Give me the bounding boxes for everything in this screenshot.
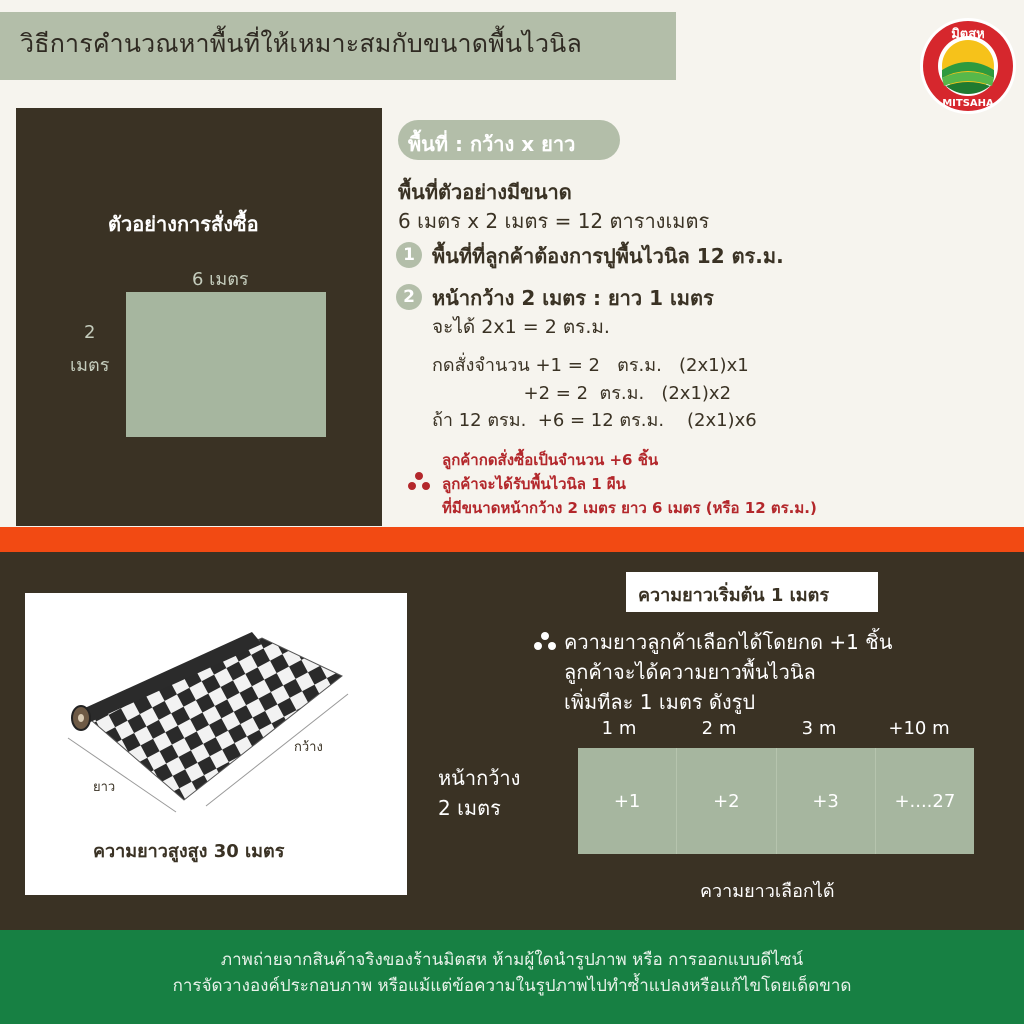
length-grid — [578, 748, 974, 854]
step-2-text: หน้ากว้าง 2 เมตร : ยาว 1 เมตร — [432, 286, 714, 310]
example-title: ตัวอย่างการสั่งซื้อ — [108, 212, 259, 236]
length-line-3: เพิ่มทีละ 1 เมตร ดังรูป — [564, 690, 756, 714]
length-grid-cell: +3 — [777, 748, 876, 854]
example-height-label-unit: เมตร — [70, 355, 110, 376]
length-line-2: ลูกค้าจะได้ความยาวพื้นไวนิล — [564, 660, 816, 684]
footer-line-2: การจัดวางองค์ประกอบภาพ หรือแม้แต่ข้อความในรูปภาพไปทำซ้ำแปลงหรือแก้ไขโดยเด็ดขาด — [172, 976, 852, 996]
formula-text: พื้นที่ : กว้าง x ยาว — [408, 132, 576, 156]
note-line-3: ที่มีขนาดหน้ากว้าง 2 เมตร ยาว 6 เมตร (หรือ 12 ตร.ม.) — [442, 499, 817, 517]
therefore-icon — [406, 470, 432, 492]
length-caption: ความยาวเลือกได้ — [700, 881, 835, 902]
note-line-2: ลูกค้าจะได้รับพื้นไวนิล 1 ผืน — [442, 475, 626, 493]
sample-title: พื้นที่ตัวอย่างมีขนาด — [398, 180, 572, 204]
roll-width-label: กว้าง — [294, 740, 323, 755]
length-grid-cell: +2 — [677, 748, 776, 854]
length-grid-cell: +....27 — [894, 790, 956, 812]
calc-line-1: กดสั่งจำนวน +1 = 2 ตร.ม. (2x1)x1 — [432, 355, 749, 376]
divider-band — [0, 527, 1024, 552]
length-column-header: 1 m — [601, 718, 637, 739]
footer-line-1: ภาพถ่ายจากสินค้าจริงของร้านมิตสห ห้ามผู้ใดนำรูปภาพ หรือ การออกแบบดีไซน์ — [220, 950, 804, 970]
length-column-header: +10 m — [888, 718, 950, 739]
page-title: วิธีการคำนวณหาพื้นที่ให้เหมาะสมกับขนาดพื้นไวนิล — [20, 29, 582, 58]
note-line-1: ลูกค้ากดสั่งซื้อเป็นจำนวน +6 ชิ้น — [442, 451, 659, 469]
length-line-1: ความยาวลูกค้าเลือกได้โดยกด +1 ชิ้น — [564, 630, 893, 654]
roll-length-label: ยาว — [93, 780, 116, 795]
svg-text:MITSAHA: MITSAHA — [942, 98, 994, 109]
step-1-number: 1 — [396, 242, 422, 268]
length-column-header: 3 m — [801, 718, 837, 739]
sample-equation: 6 เมตร x 2 เมตร = 12 ตารางเมตร — [398, 209, 710, 233]
example-height-label-number: 2 — [84, 322, 96, 343]
step-2-number: 2 — [396, 284, 422, 310]
width-label-value: 2 เมตร — [438, 796, 501, 820]
calc-line-3: ถ้า 12 ตรม. +6 = 12 ตร.ม. (2x1)x6 — [432, 410, 757, 431]
width-label-title: หน้ากว้าง — [438, 766, 521, 790]
step-2-subtext: จะได้ 2x1 = 2 ตร.ม. — [432, 316, 610, 338]
example-width-label: 6 เมตร — [192, 269, 249, 290]
example-area-rectangle — [126, 292, 326, 437]
calc-line-2: +2 = 2 ตร.ม. (2x1)x2 — [432, 383, 732, 404]
length-column-header: 2 m — [701, 718, 737, 739]
mitsaha-logo — [918, 16, 1018, 116]
therefore-icon — [532, 630, 558, 652]
svg-text:มิตสห: มิตสห — [951, 27, 985, 42]
start-length-text: ความยาวเริ่มต้น 1 เมตร — [638, 585, 829, 606]
length-grid-cell: +1 — [578, 748, 677, 854]
roll-max-length: ความยาวสูงสูง 30 เมตร — [93, 841, 285, 862]
step-1-text: พื้นที่ที่ลูกค้าต้องการปูพื้นไวนิล 12 ตร.ม. — [432, 244, 784, 268]
